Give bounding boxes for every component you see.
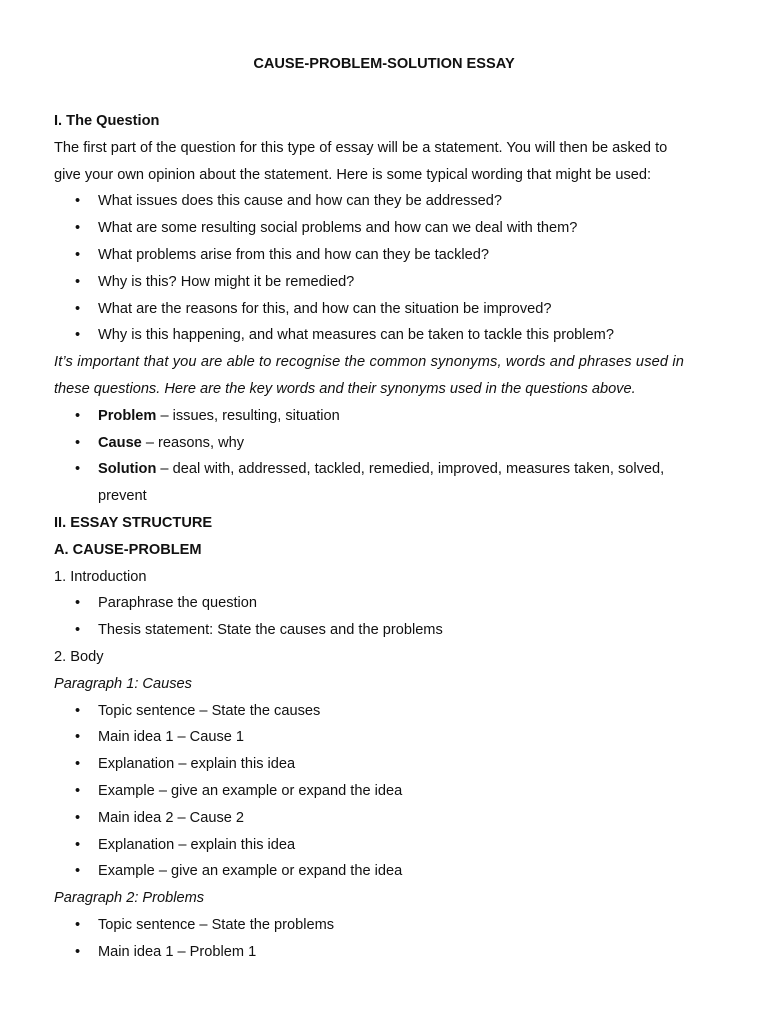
- bullet-icon: •: [75, 622, 81, 639]
- list-item: • Why is this happening, and what measures can be taken to tackle this problem?: [54, 322, 716, 349]
- intro-paragraph-line-1: The first part of the question for this type of essay will be a statement. You will then be asked to: [54, 139, 668, 156]
- section-heading-question: I. The Question: [54, 113, 160, 129]
- list-item: • Why is this? How might it be remedied?: [54, 269, 716, 296]
- bullet-icon: •: [75, 729, 81, 746]
- list-item: • Thesis statement: State the causes and the problems: [54, 617, 716, 644]
- paragraph-1-label: Paragraph 1: Causes: [54, 675, 192, 692]
- bullet-icon: •: [75, 809, 81, 826]
- paragraph-2-label: Paragraph 2: Problems: [54, 890, 205, 907]
- intro-paragraph-line-2: give your own opinion about the statement. Here is some typical wording that might be used:: [54, 166, 652, 183]
- list-item: • What are some resulting social problems and how can we deal with them?: [54, 215, 716, 242]
- bullet-icon: •: [75, 461, 81, 478]
- typical-questions-list: [54, 188, 716, 349]
- keyword-synonyms: – reasons, why: [141, 434, 245, 451]
- keyword-term: Problem: [98, 407, 157, 424]
- subsection-heading-cause-problem: A. CAUSE-PROBLEM: [54, 541, 202, 558]
- bullet-icon: •: [75, 756, 81, 773]
- paragraph-2-list: [54, 912, 716, 966]
- paragraph-1-list: [54, 698, 716, 886]
- list-item: • Example – give an example or expand the idea: [54, 778, 716, 805]
- list-item: • Example – give an example or expand the idea: [54, 858, 716, 885]
- keyword-term: Cause: [98, 434, 142, 451]
- list-item: • Main idea 1 – Problem 1: [54, 939, 716, 966]
- introduction-label: 1. Introduction: [54, 568, 147, 585]
- bullet-icon: •: [75, 702, 81, 719]
- list-item: • What issues does this cause and how can they be addressed?: [54, 188, 716, 215]
- synonyms-note-line-1: It’s important that you are able to recognise the common synonyms, words and phrases used in: [54, 354, 685, 371]
- list-item: [54, 430, 716, 457]
- bullet-icon: •: [75, 193, 81, 210]
- document-body: [54, 108, 716, 966]
- keyword-synonyms-wrap: prevent: [98, 488, 147, 505]
- keyword-synonyms: – deal with, addressed, tackled, remedied, improved, measures taken, solved,: [156, 461, 665, 478]
- list-item: • Main idea 1 – Cause 1: [54, 724, 716, 751]
- bullet-icon: •: [75, 246, 81, 263]
- bullet-icon: •: [75, 595, 81, 612]
- keywords-list: [54, 403, 716, 510]
- list-item: • What problems arise from this and how can they be tackled?: [54, 242, 716, 269]
- bullet-icon: •: [75, 434, 81, 451]
- list-item: • Explanation – explain this idea: [54, 751, 716, 778]
- synonyms-note-line-2: these questions. Here are the key words and their synonyms used in the questions above.: [54, 380, 636, 397]
- bullet-icon: •: [75, 407, 81, 424]
- bullet-icon: •: [75, 916, 81, 933]
- bullet-icon: •: [75, 863, 81, 880]
- bullet-icon: •: [75, 836, 81, 853]
- list-item: • Paraphrase the question: [54, 590, 716, 617]
- introduction-list: [54, 590, 716, 644]
- list-item: [54, 403, 716, 430]
- bullet-icon: •: [75, 273, 81, 290]
- bullet-icon: •: [75, 220, 81, 237]
- keyword-synonyms: – issues, resulting, situation: [156, 407, 340, 424]
- bullet-icon: •: [75, 943, 81, 960]
- list-item: • What are the reasons for this, and how can the situation be improved?: [54, 296, 716, 323]
- list-item: • Topic sentence – State the causes: [54, 698, 716, 725]
- list-item: • Topic sentence – State the problems: [54, 912, 716, 939]
- bullet-icon: •: [75, 327, 81, 344]
- keyword-term: Solution: [98, 461, 157, 478]
- section-heading-structure: II. ESSAY STRUCTURE: [54, 514, 213, 531]
- list-item: • Explanation – explain this idea: [54, 832, 716, 859]
- list-item: • Main idea 2 – Cause 2: [54, 805, 716, 832]
- body-label: 2. Body: [54, 648, 104, 665]
- document-title: CAUSE-PROBLEM-SOLUTION ESSAY: [253, 56, 515, 72]
- bullet-icon: •: [75, 782, 81, 799]
- list-item: [54, 456, 716, 510]
- bullet-icon: •: [75, 300, 81, 317]
